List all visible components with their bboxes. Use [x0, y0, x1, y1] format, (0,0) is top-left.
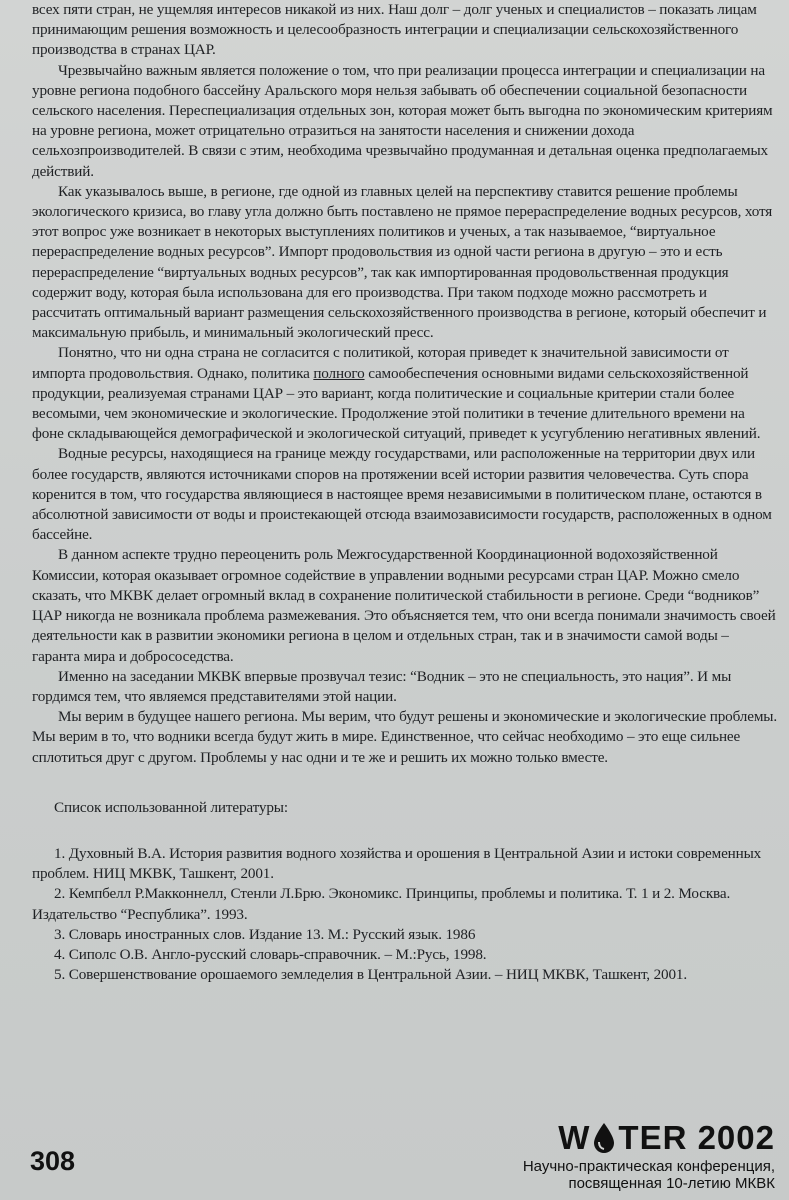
reference-item: 2. Кемпбелл Р.Макконнелл, Стенли Л.Брю. Экономикс. Принципы, проблемы и политика. Т. 1 и 2. Москва. Издательство “Республика”. 1993.: [32, 885, 731, 923]
underlined-word: полного: [313, 364, 365, 382]
reference-item: 5. Совершенствование орошаемого земледелия в Центральной Азии. – НИЦ МКВК, Ташкент, 2001.: [54, 966, 688, 984]
paragraph-7: Именно на заседании МКВК впервые прозвучал тезис: “Водник – это не специальность, это нация”. И мы гордимся тем, что являемся представителями этой нации.: [32, 667, 732, 705]
paragraph-2: Чрезвычайно важным является положение о том, что при реализации процесса интеграции и специализации на уровне региона подобного бассейну Аральского моря нельзя забывать об обеспечении социальной безопасности сельского населения. Переспециализация отдельных зон, которая может быть выгодна по экономическим критериям на уровне региона, может отрицательно отразиться на занятости населения и снижении дохода сельхозпроизводителей. В связи с этим, необходима чрезвычайно продуманная и детальная оценка предполагаемых действий.: [32, 61, 773, 180]
page-number: 308: [30, 1146, 76, 1176]
paragraph-4: [32, 343, 778, 444]
water-drop-icon: [592, 1122, 616, 1154]
conference-line-1: Научно-практическая конференция,: [522, 1158, 775, 1175]
references-list: [32, 844, 778, 985]
water-2002-logo: [523, 1118, 775, 1158]
paragraph-3: Как указывалось выше, в регионе, где одной из главных целей на перспективу ставится решение проблемы экологического кризиса, во главу угла должно быть поставлено не прямое перераспределение водных ресурсов, хотя этот вопрос уже возникает в некоторых выступлениях политиков и ученых, а так называемое, “виртуальное перераспределение водных ресурсов”. Импорт продовольствия из одной части региона в другую – это и есть перераспределение “виртуальных водных ресурсов”, так как импортированная продовольственная продукция содержит воду, которая была использована для его производства. При таком подходе можно рассмотреть и рассчитать оптимальный вариант размещения сельскохозяйственного производства в регионе, который обеспечит и максимальную прибыль, и минимальный экологический пресс.: [32, 182, 773, 342]
body-text: [32, 0, 778, 985]
paragraph-8: Мы верим в будущее нашего региона. Мы верим, что будут решены и экономические и экологические проблемы. Мы верим в то, что водники всегда будут жить в мире. Единственное, что сейчас необходимо – это еще сильнее сплотиться друг с другом. Проблемы у нас одни и те же и решить их можно только вместе.: [32, 708, 777, 766]
conference-line-2: посвященная 10-летию МКВК: [568, 1175, 775, 1192]
logo-text-left: W: [558, 1119, 591, 1156]
reference-item: 4. Сиполс О.В. Англо-русский словарь-справочник. – М.:Русь, 1998.: [54, 945, 487, 963]
paragraph-5: Водные ресурсы, находящиеся на границе между государствами, или расположенные на территории двух или более государств, являются источниками споров на протяжении всей истории развития человечества. Суть спора коренится в том, что государства являющиеся в настоящее время независимыми в политическом плане, остаются в абсолютной зависимости от воды и проистекающей отсюда взаимозависимости государств, расположенных в одном бассейне.: [32, 445, 772, 544]
paragraph-4-start: Понятно, что ни одна страна не согласится с политикой, которая приведет к значительной зависимости от импорта продовольствия. Однако, политика: [32, 344, 729, 382]
reference-item: 3. Словарь иностранных слов. Издание 13. М.: Русский язык. 1986: [54, 925, 476, 943]
paragraph-6: В данном аспекте трудно переоценить роль Межгосударственной Координационной водохозяйственной Комиссии, которая оказывает огромное содействие в управлении водными ресурсами стран ЦАР. Можно смело сказать, что МКВК делает огромный вклад в сохранение политической стабильности в регионе. Среди “водников” ЦАР никогда не возникала проблема размежевания. Это объясняется тем, что они всегда понимали значимость своей деятельности как в развитии экономики региона в целом и отдельных стран, так и в значимости самой воды – гаранта мира и добрососедства.: [32, 546, 776, 665]
paragraph-1: всех пяти стран, не ущемляя интересов никакой из них. Наш долг – долг ученых и специалистов – показать лицам принимающим решения возможность и целесообразность интеграции и специализации сельскохозяйственного производства в странах ЦАР.: [32, 1, 757, 59]
paragraph-4-end: самообеспечения основными видами сельскохозяйственной продукции, реализуемая странами ЦАР – это вариант, когда политические и социальные критерии стали более весомыми, чем экономические и экологические. Продолжение этой политики в течение длительного времени на фоне складывающейся демографической и экологической ситуаций, приведет к усугублению негативных явлений.: [32, 364, 761, 443]
references-title: Список использованной литературы:: [54, 798, 288, 816]
conference-brand: [523, 1118, 775, 1192]
reference-item: 1. Духовный В.А. История развития водного хозяйства и орошения в Центральной Азии и истоки современных проблем. НИЦ МКВК, Ташкент, 2001.: [32, 844, 762, 883]
logo-text-right: TER 2002: [618, 1119, 775, 1156]
